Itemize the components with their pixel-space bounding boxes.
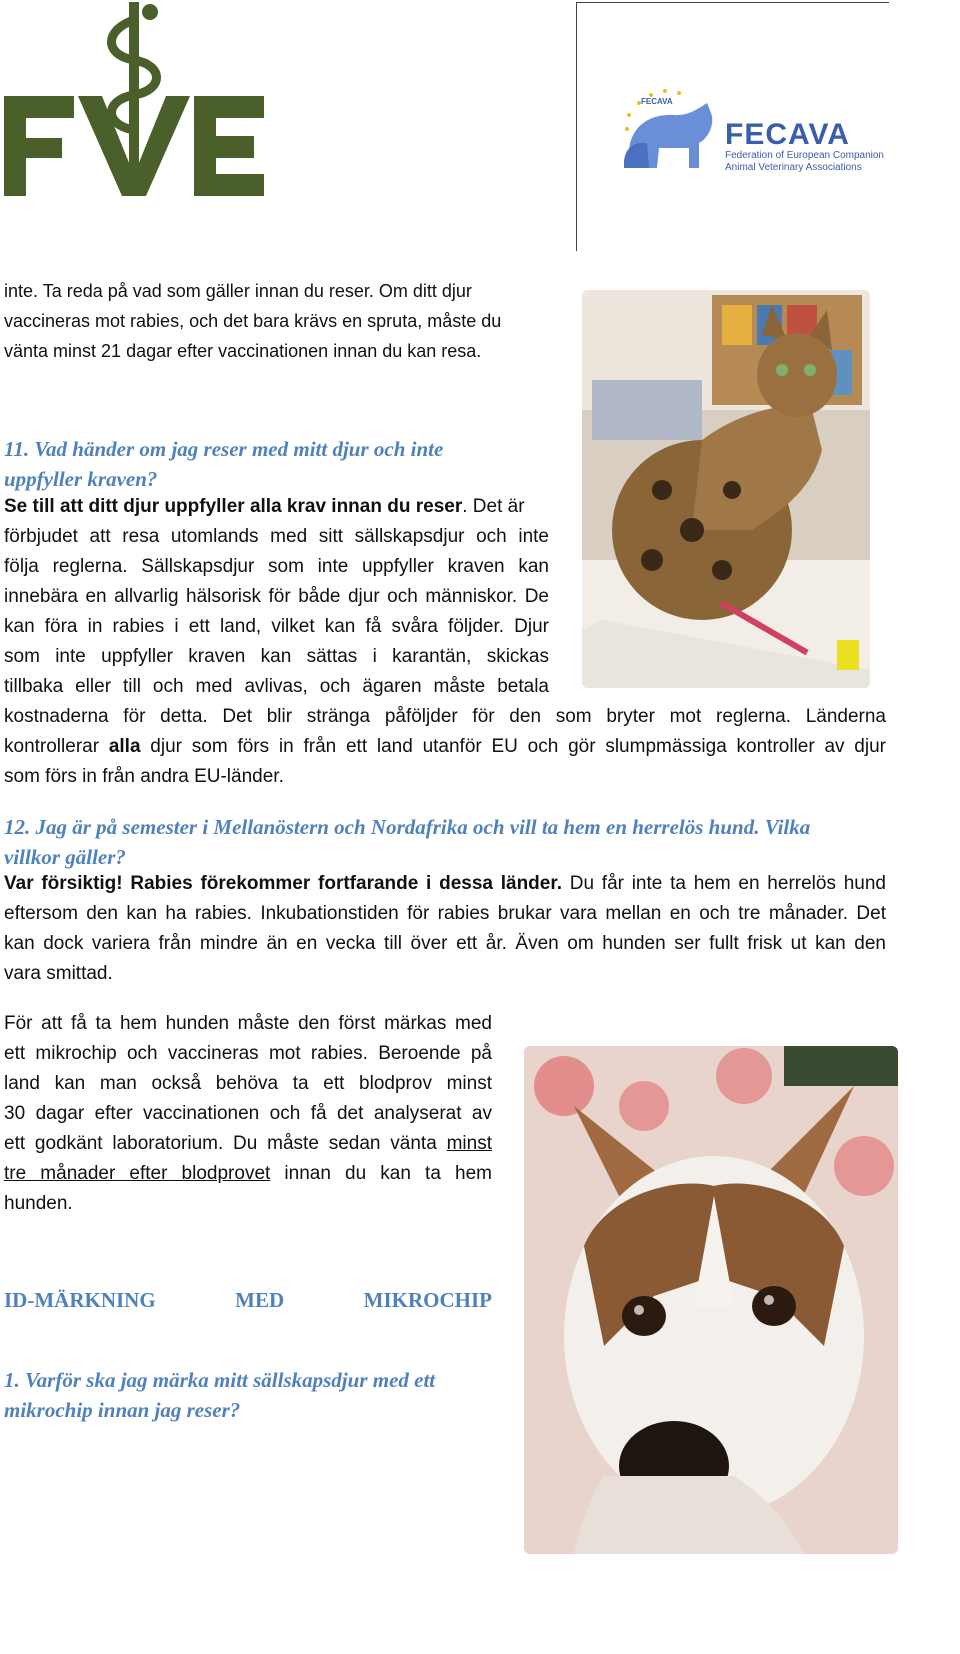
section-11-line: tillbaka eller till och med avlivas, och ägaren måste betala [4, 676, 549, 697]
dog-line-5 [4, 1129, 492, 1159]
section-12-heading-line: 12. Jag är på semester i Mellanöstern och Nordafrika och vill ta hem en herrelös hund. Vilka [4, 815, 811, 839]
intro-line: vänta minst 21 dagar efter vaccinationen innan du kan resa. [4, 341, 482, 361]
section-12-line-1 [4, 869, 886, 899]
fecava-arc-text: FECAVA [641, 97, 673, 106]
intro-line: inte. Ta reda på vad som gäller innan du reser. Om ditt djur [4, 281, 472, 301]
section-11-wide-line: kostnaderna för detta. Det blir stränga påföljder för den som bryter mot reglerna. Länderna [4, 706, 886, 727]
section-11-wide-line-2 [4, 732, 886, 762]
section-11-line: som inte uppfyller kraven kan sättas i karantän, skickas [4, 646, 549, 667]
section-12-bold-2: Rabies förekommer fortfarande i dessa länder. [122, 873, 562, 894]
section-11-narrow-paragraph [4, 522, 549, 702]
section-12-bold-1: Var försiktig! [4, 873, 123, 894]
fecava-name: FECAVA [725, 118, 850, 151]
section-11-lead-bold: Se till att ditt djur uppfyller alla krav innan du reser [4, 496, 463, 517]
dog-line-6-post: innan du kan ta hem [270, 1163, 492, 1184]
section-11-wide-line: som förs in från andra EU-länder. [4, 766, 284, 787]
id-question-1 [4, 1365, 504, 1425]
id-section-title [4, 1288, 492, 1313]
section-11-lead-rest: . Det är [462, 496, 525, 517]
section-12-line: vara smittad. [4, 963, 113, 984]
id-title-word-2: MED [235, 1288, 285, 1312]
id-question-1-line: 1. Varför ska jag märka mitt sällskapsdjur med ett [4, 1368, 436, 1392]
section-11-heading-line: 11. Vad händer om jag reser med mitt djur och inte [4, 437, 444, 461]
section-12-paragraph [4, 869, 886, 989]
dog-photo [524, 1046, 898, 1554]
dog-paragraph [4, 1009, 492, 1219]
section-11-heading-line: uppfyller kraven? [4, 467, 158, 491]
id-question-1-line: mikrochip innan jag reser? [4, 1398, 241, 1422]
dog-line-5-underline: minst [446, 1133, 492, 1154]
fecava-subtitle-1: Federation of European Companion [725, 150, 884, 161]
cat-photo [582, 290, 870, 688]
dog-line-6 [4, 1159, 492, 1189]
section-11-line: kan föra in rabies i ett land, vilket kan få svåra följder. Djur [4, 616, 549, 637]
dog-line: land kan man också behöva ta ett blodprov minst [4, 1073, 492, 1094]
dog-line: 30 dagar efter vaccinationen och få det analyserat av [4, 1103, 492, 1124]
fve-logo-graphic [4, 0, 266, 200]
section-12-heading-line: villkor gäller? [4, 845, 126, 869]
wide-line-2-post: djur som förs in från ett land utanför EU och gör slumpmässiga kontroller av djur [140, 736, 886, 757]
dog-line-5-pre: ett godkänt laboratorium. Du måste sedan vänta [4, 1133, 447, 1154]
dog-line-6-underline: tre månader efter blodprovet [4, 1163, 271, 1184]
section-12-line-1-rest: Du får inte ta hem en herrelös hund [561, 873, 886, 894]
dog-line: För att få ta hem hunden måste den först märkas med [4, 1013, 492, 1034]
section-11-line: innebära en allvarlig hälsorisk för både djur och människor. De [4, 586, 549, 607]
wide-line-2-bold: alla [108, 736, 141, 757]
section-12-line: eftersom den kan ha rabies. Inkubationstiden för rabies brukar vara mellan en och tre månader. Det [4, 903, 886, 924]
id-title-word-1: ID-MÄRKNING [4, 1288, 156, 1312]
section-11-lead [4, 492, 564, 522]
section-11-line: förbjudet att resa utomlands med sitt sällskapsdjur och inte [4, 526, 549, 547]
section-11-wide-paragraph [4, 702, 886, 792]
id-title-word-3: MIKROCHIP [363, 1288, 492, 1312]
section-12-heading [4, 812, 894, 872]
dog-line: ett mikrochip och vaccineras mot rabies. Beroende på [4, 1043, 492, 1064]
dog-line: hunden. [4, 1193, 73, 1214]
fve-logo [4, 0, 266, 200]
cat-image [582, 290, 870, 688]
wide-line-2-pre: kontrollerar [4, 736, 109, 757]
section-11-heading [4, 434, 564, 494]
fecava-logo-box [576, 2, 889, 251]
intro-paragraph [4, 276, 564, 366]
section-12-line: kan dock variera från mindre än en vecka till över ett år. Även om hunden ser fullt frisk ut kan den [4, 933, 886, 954]
fecava-subtitle-2: Animal Veterinary Associations [725, 162, 862, 173]
section-11-line: följa reglerna. Sällskapsdjur som inte uppfyller kraven kan [4, 556, 549, 577]
dog-image [524, 1046, 898, 1554]
intro-line: vaccineras mot rabies, och det bara krävs en spruta, måste du [4, 311, 502, 331]
